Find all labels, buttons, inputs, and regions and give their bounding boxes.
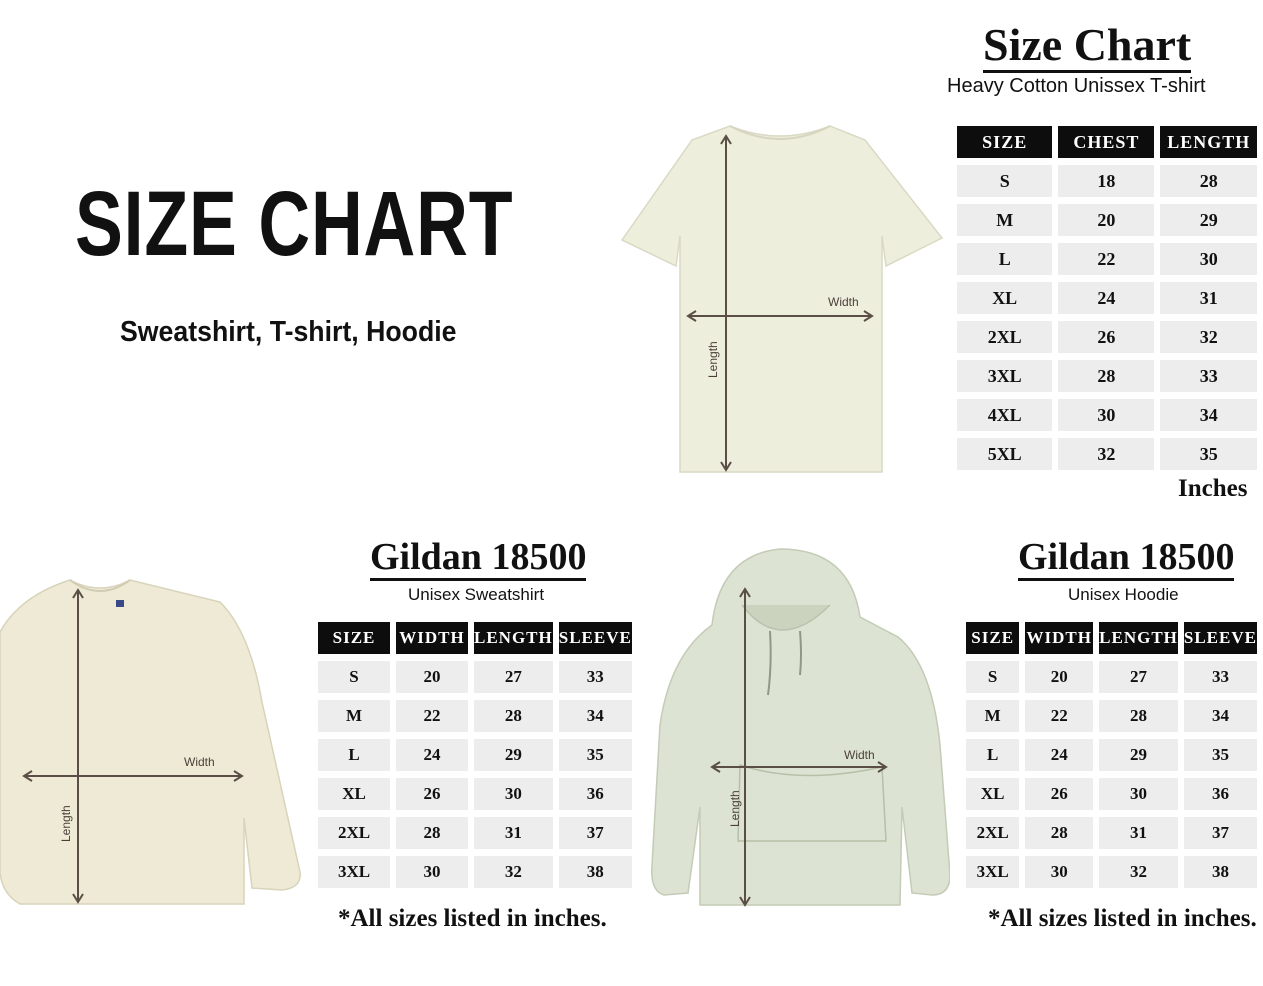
hoodie-chart-subtitle: Unisex Hoodie [1068, 585, 1179, 604]
column-header: LENGTH [1099, 622, 1178, 654]
table-row [957, 399, 1257, 431]
table-cell: 29 [1099, 739, 1178, 771]
column-header: SIZE [957, 126, 1052, 158]
table-cell: 20 [396, 661, 468, 693]
table-cell: 32 [474, 856, 553, 888]
table-cell: XL [957, 282, 1052, 314]
table-cell: S [318, 661, 390, 693]
table-cell: 28 [1025, 817, 1093, 849]
table-cell: L [966, 739, 1019, 771]
column-header: SLEEVE [559, 622, 632, 654]
table-cell: 30 [1058, 399, 1154, 431]
column-header: SLEEVE [1184, 622, 1257, 654]
table-row [318, 778, 632, 810]
table-cell: 24 [396, 739, 468, 771]
table-cell: XL [966, 778, 1019, 810]
table-cell: M [957, 204, 1052, 236]
sweatshirt-illustration [0, 572, 308, 912]
table-cell: 36 [1184, 778, 1257, 810]
table-row [318, 661, 632, 693]
column-header: WIDTH [396, 622, 468, 654]
table-cell: 38 [1184, 856, 1257, 888]
tshirt-unit-note: Inches [1178, 475, 1248, 502]
table-row [966, 739, 1257, 771]
table-cell: 28 [1058, 360, 1154, 392]
table-cell: 30 [1099, 778, 1178, 810]
table-row [957, 282, 1257, 314]
table-cell: 34 [559, 700, 632, 732]
table-cell: 20 [1025, 661, 1093, 693]
table-cell: 3XL [966, 856, 1019, 888]
table-row [957, 321, 1257, 353]
table-header-row [966, 622, 1257, 654]
table-cell: 28 [474, 700, 553, 732]
table-cell: 35 [1184, 739, 1257, 771]
table-cell: 4XL [957, 399, 1052, 431]
table-cell: 31 [1160, 282, 1257, 314]
table-cell: S [957, 165, 1052, 197]
table-cell: 37 [1184, 817, 1257, 849]
table-cell: 33 [1184, 661, 1257, 693]
table-cell: 2XL [966, 817, 1019, 849]
table-cell: 26 [1025, 778, 1093, 810]
table-cell: M [966, 700, 1019, 732]
table-cell: 2XL [318, 817, 390, 849]
width-label: Width [828, 295, 859, 309]
table-cell: 3XL [318, 856, 390, 888]
hoodie-shape [652, 549, 950, 905]
table-cell: 34 [1160, 399, 1257, 431]
table-cell: 32 [1058, 438, 1154, 470]
table-cell: 35 [1160, 438, 1257, 470]
column-header: WIDTH [1025, 622, 1093, 654]
table-row [318, 700, 632, 732]
table-cell: 32 [1160, 321, 1257, 353]
main-title: SIZE CHART [75, 173, 514, 275]
table-cell: 30 [1025, 856, 1093, 888]
sweatshirt-chart-subtitle: Unisex Sweatshirt [408, 585, 545, 604]
table-cell: 26 [1058, 321, 1154, 353]
table-row [966, 778, 1257, 810]
tshirt-shape [622, 126, 942, 472]
table-cell: 18 [1058, 165, 1154, 197]
table-cell: 20 [1058, 204, 1154, 236]
table-cell: 3XL [957, 360, 1052, 392]
table-cell: 35 [559, 739, 632, 771]
sweatshirt-chart-title: Gildan 18500 [370, 538, 586, 581]
column-header: LENGTH [1160, 126, 1257, 158]
table-cell: 33 [1160, 360, 1257, 392]
tshirt-illustration [620, 118, 945, 478]
table-cell: 22 [396, 700, 468, 732]
table-row [957, 243, 1257, 275]
table-row [966, 817, 1257, 849]
table-cell: 29 [474, 739, 553, 771]
table-row [966, 856, 1257, 888]
hoodie-note: *All sizes listed in inches. [988, 905, 1257, 932]
drawstring-right [800, 631, 801, 675]
length-label: Length [728, 790, 742, 827]
sweatshirt-size-table [312, 615, 638, 895]
tshirt-chart-subtitle: Heavy Cotton Unissex T-shirt [947, 75, 1206, 97]
table-cell: 36 [559, 778, 632, 810]
table-cell: 29 [1160, 204, 1257, 236]
column-header: SIZE [966, 622, 1019, 654]
table-cell: 28 [1099, 700, 1178, 732]
table-row [957, 165, 1257, 197]
table-row [957, 360, 1257, 392]
sweatshirt-note: *All sizes listed in inches. [338, 905, 607, 932]
table-cell: 22 [1058, 243, 1154, 275]
table-cell: M [318, 700, 390, 732]
table-cell: L [957, 243, 1052, 275]
table-header-row [318, 622, 632, 654]
table-cell: 38 [559, 856, 632, 888]
table-cell: 28 [396, 817, 468, 849]
table-row [957, 204, 1257, 236]
hoodie-chart-title: Gildan 18500 [1018, 538, 1234, 581]
table-row [318, 817, 632, 849]
table-cell: XL [318, 778, 390, 810]
table-row [966, 700, 1257, 732]
table-cell: 27 [474, 661, 553, 693]
tshirt-size-table [951, 119, 1263, 477]
table-row [966, 661, 1257, 693]
column-header: SIZE [318, 622, 390, 654]
table-cell: 27 [1099, 661, 1178, 693]
table-cell: 30 [1160, 243, 1257, 275]
table-cell: 31 [474, 817, 553, 849]
table-row [318, 739, 632, 771]
length-label: Length [706, 341, 720, 378]
column-header: CHEST [1058, 126, 1154, 158]
hoodie-illustration [650, 545, 950, 915]
width-label: Width [844, 748, 875, 762]
table-cell: 30 [474, 778, 553, 810]
table-cell: 2XL [957, 321, 1052, 353]
table-cell: 5XL [957, 438, 1052, 470]
column-header: LENGTH [474, 622, 553, 654]
brand-tag-icon [116, 600, 124, 607]
table-cell: 32 [1099, 856, 1178, 888]
table-cell: 33 [559, 661, 632, 693]
tshirt-chart-title: Size Chart [983, 22, 1191, 73]
table-row [318, 856, 632, 888]
table-cell: 37 [559, 817, 632, 849]
table-cell: 24 [1025, 739, 1093, 771]
table-cell: 24 [1058, 282, 1154, 314]
table-cell: S [966, 661, 1019, 693]
width-label: Width [184, 755, 215, 769]
table-cell: 28 [1160, 165, 1257, 197]
main-subtitle: Sweatshirt, T-shirt, Hoodie [120, 316, 457, 348]
table-cell: 30 [396, 856, 468, 888]
hoodie-size-table [960, 615, 1263, 895]
table-header-row [957, 126, 1257, 158]
table-cell: 31 [1099, 817, 1178, 849]
sweatshirt-shape [0, 580, 300, 904]
table-cell: L [318, 739, 390, 771]
table-cell: 34 [1184, 700, 1257, 732]
table-cell: 22 [1025, 700, 1093, 732]
length-label: Length [59, 805, 73, 842]
table-row [957, 438, 1257, 470]
table-cell: 26 [396, 778, 468, 810]
